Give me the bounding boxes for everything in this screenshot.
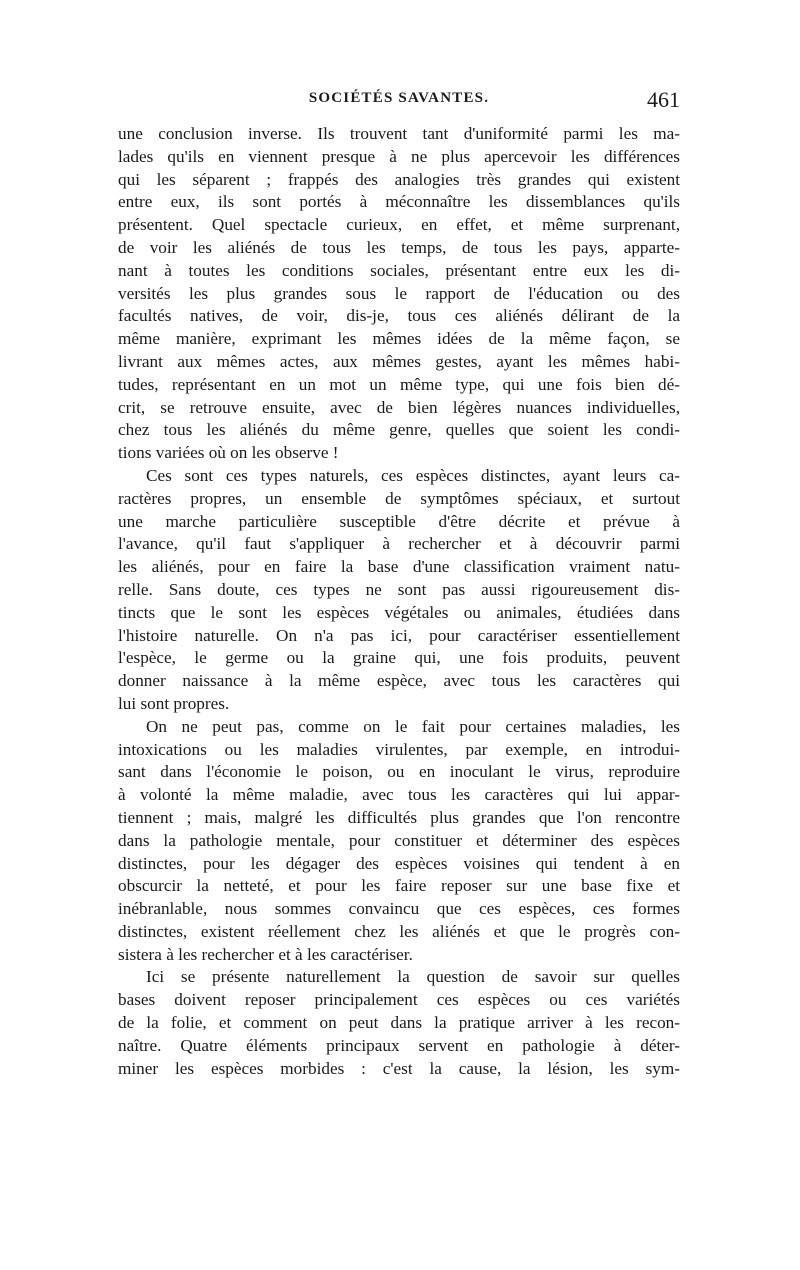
- text-line: facultés natives, de voir, dis-je, tous ces aliénés délirant de la: [118, 306, 680, 326]
- text-line: donner naissance à la même espèce, avec tous les caractères qui: [118, 671, 680, 691]
- text-line: sistera à les rechercher et à les caractériser.: [118, 944, 413, 964]
- text-line: tions variées où on les observe !: [118, 443, 339, 463]
- text-line: tincts que le sont les espèces végétales ou animales, étudiées dans: [118, 602, 680, 622]
- text-line: l'histoire naturelle. On n'a pas ici, pour caractériser essentiellement: [118, 625, 680, 645]
- text-line: entre eux, ils sont portés à méconnaître les dissemblances qu'ils: [118, 192, 680, 212]
- text-line: de voir les aliénés de tous les temps, de tous les pays, apparte-: [118, 237, 680, 257]
- paragraph-first-line: Ici se présente naturellement la question de savoir sur quelles: [146, 967, 680, 987]
- body-text: [118, 123, 680, 1080]
- paragraph-first-line: Ces sont ces types naturels, ces espèces distinctes, ayant leurs ca-: [146, 465, 680, 485]
- text-line: livrant aux mêmes actes, aux mêmes gestes, ayant les mêmes habi-: [118, 351, 680, 371]
- running-head: [118, 87, 680, 114]
- text-line: nant à toutes les conditions sociales, présentant entre eux les di-: [118, 260, 680, 280]
- text-line: distinctes, pour les dégager des espèces voisines qui tendent à en: [118, 853, 680, 873]
- text-line: qui les séparent ; frappés des analogies très grandes qui existent: [118, 169, 680, 189]
- text-line: tiennent ; mais, malgré les difficultés plus grandes que l'on rencontre: [118, 807, 680, 827]
- text-line: tudes, représentant en un mot un même type, qui une fois bien dé-: [118, 374, 680, 394]
- text-line: relle. Sans doute, ces types ne sont pas aussi rigoureusement dis-: [118, 579, 680, 599]
- paragraph-first-line: On ne peut pas, comme on le fait pour certaines maladies, les: [146, 716, 680, 736]
- text-line: de la folie, et comment on peut dans la pratique arriver à les recon-: [118, 1013, 680, 1033]
- text-line: même manière, exprimant les mêmes idées de la même façon, se: [118, 329, 680, 349]
- text-line: miner les espèces morbides : c'est la cause, la lésion, les sym-: [118, 1058, 680, 1078]
- text-line: crit, se retrouve ensuite, avec de bien légères nuances individuelles,: [118, 397, 680, 417]
- text-line: lui sont propres.: [118, 693, 230, 713]
- text-line: sant dans l'économie le poison, ou en inoculant le virus, reproduire: [118, 762, 680, 782]
- text-line: versités les plus grandes sous le rapport de l'éducation ou des: [118, 283, 680, 303]
- text-line: à volonté la même maladie, avec tous les caractères qui lui appar-: [118, 785, 680, 805]
- text-line: dans la pathologie mentale, pour constituer et déterminer des espèces: [118, 830, 680, 850]
- text-line: présentent. Quel spectacle curieux, en effet, et même surprenant,: [118, 215, 680, 235]
- text-line: une marche particulière susceptible d'être décrite et prévue à: [118, 511, 680, 531]
- text-line: ractères propres, un ensemble de symptômes spéciaux, et surtout: [118, 488, 680, 508]
- text-line: les aliénés, pour en faire la base d'une classification vraiment natu-: [118, 557, 680, 577]
- text-line: naître. Quatre éléments principaux servent en pathologie à déter-: [118, 1035, 680, 1055]
- text-line: l'espèce, le germe ou la graine qui, une fois produits, peuvent: [118, 648, 680, 668]
- page-number: 461: [647, 87, 680, 112]
- text-line: distinctes, existent réellement chez les aliénés et que le progrès con-: [118, 921, 680, 941]
- text-line: l'avance, qu'il faut s'appliquer à rechercher et à découvrir parmi: [118, 534, 680, 554]
- text-line: obscurcir la netteté, et pour les faire reposer sur une base fixe et: [118, 876, 680, 896]
- text-line: chez tous les aliénés du même genre, quelles que soient les condi-: [118, 420, 680, 440]
- text-line: inébranlable, nous sommes convaincu que ces espèces, ces formes: [118, 899, 680, 919]
- running-head-title: SOCIÉTÉS SAVANTES.: [308, 90, 490, 106]
- text-line: une conclusion inverse. Ils trouvent tant d'uniformité parmi les ma-: [118, 124, 680, 143]
- text-line: lades qu'ils en viennent presque à ne plus apercevoir les différences: [118, 146, 680, 166]
- text-line: bases doivent reposer principalement ces espèces ou ces variétés: [118, 990, 680, 1010]
- text-line: intoxications ou les maladies virulentes, par exemple, en introdui-: [118, 739, 680, 759]
